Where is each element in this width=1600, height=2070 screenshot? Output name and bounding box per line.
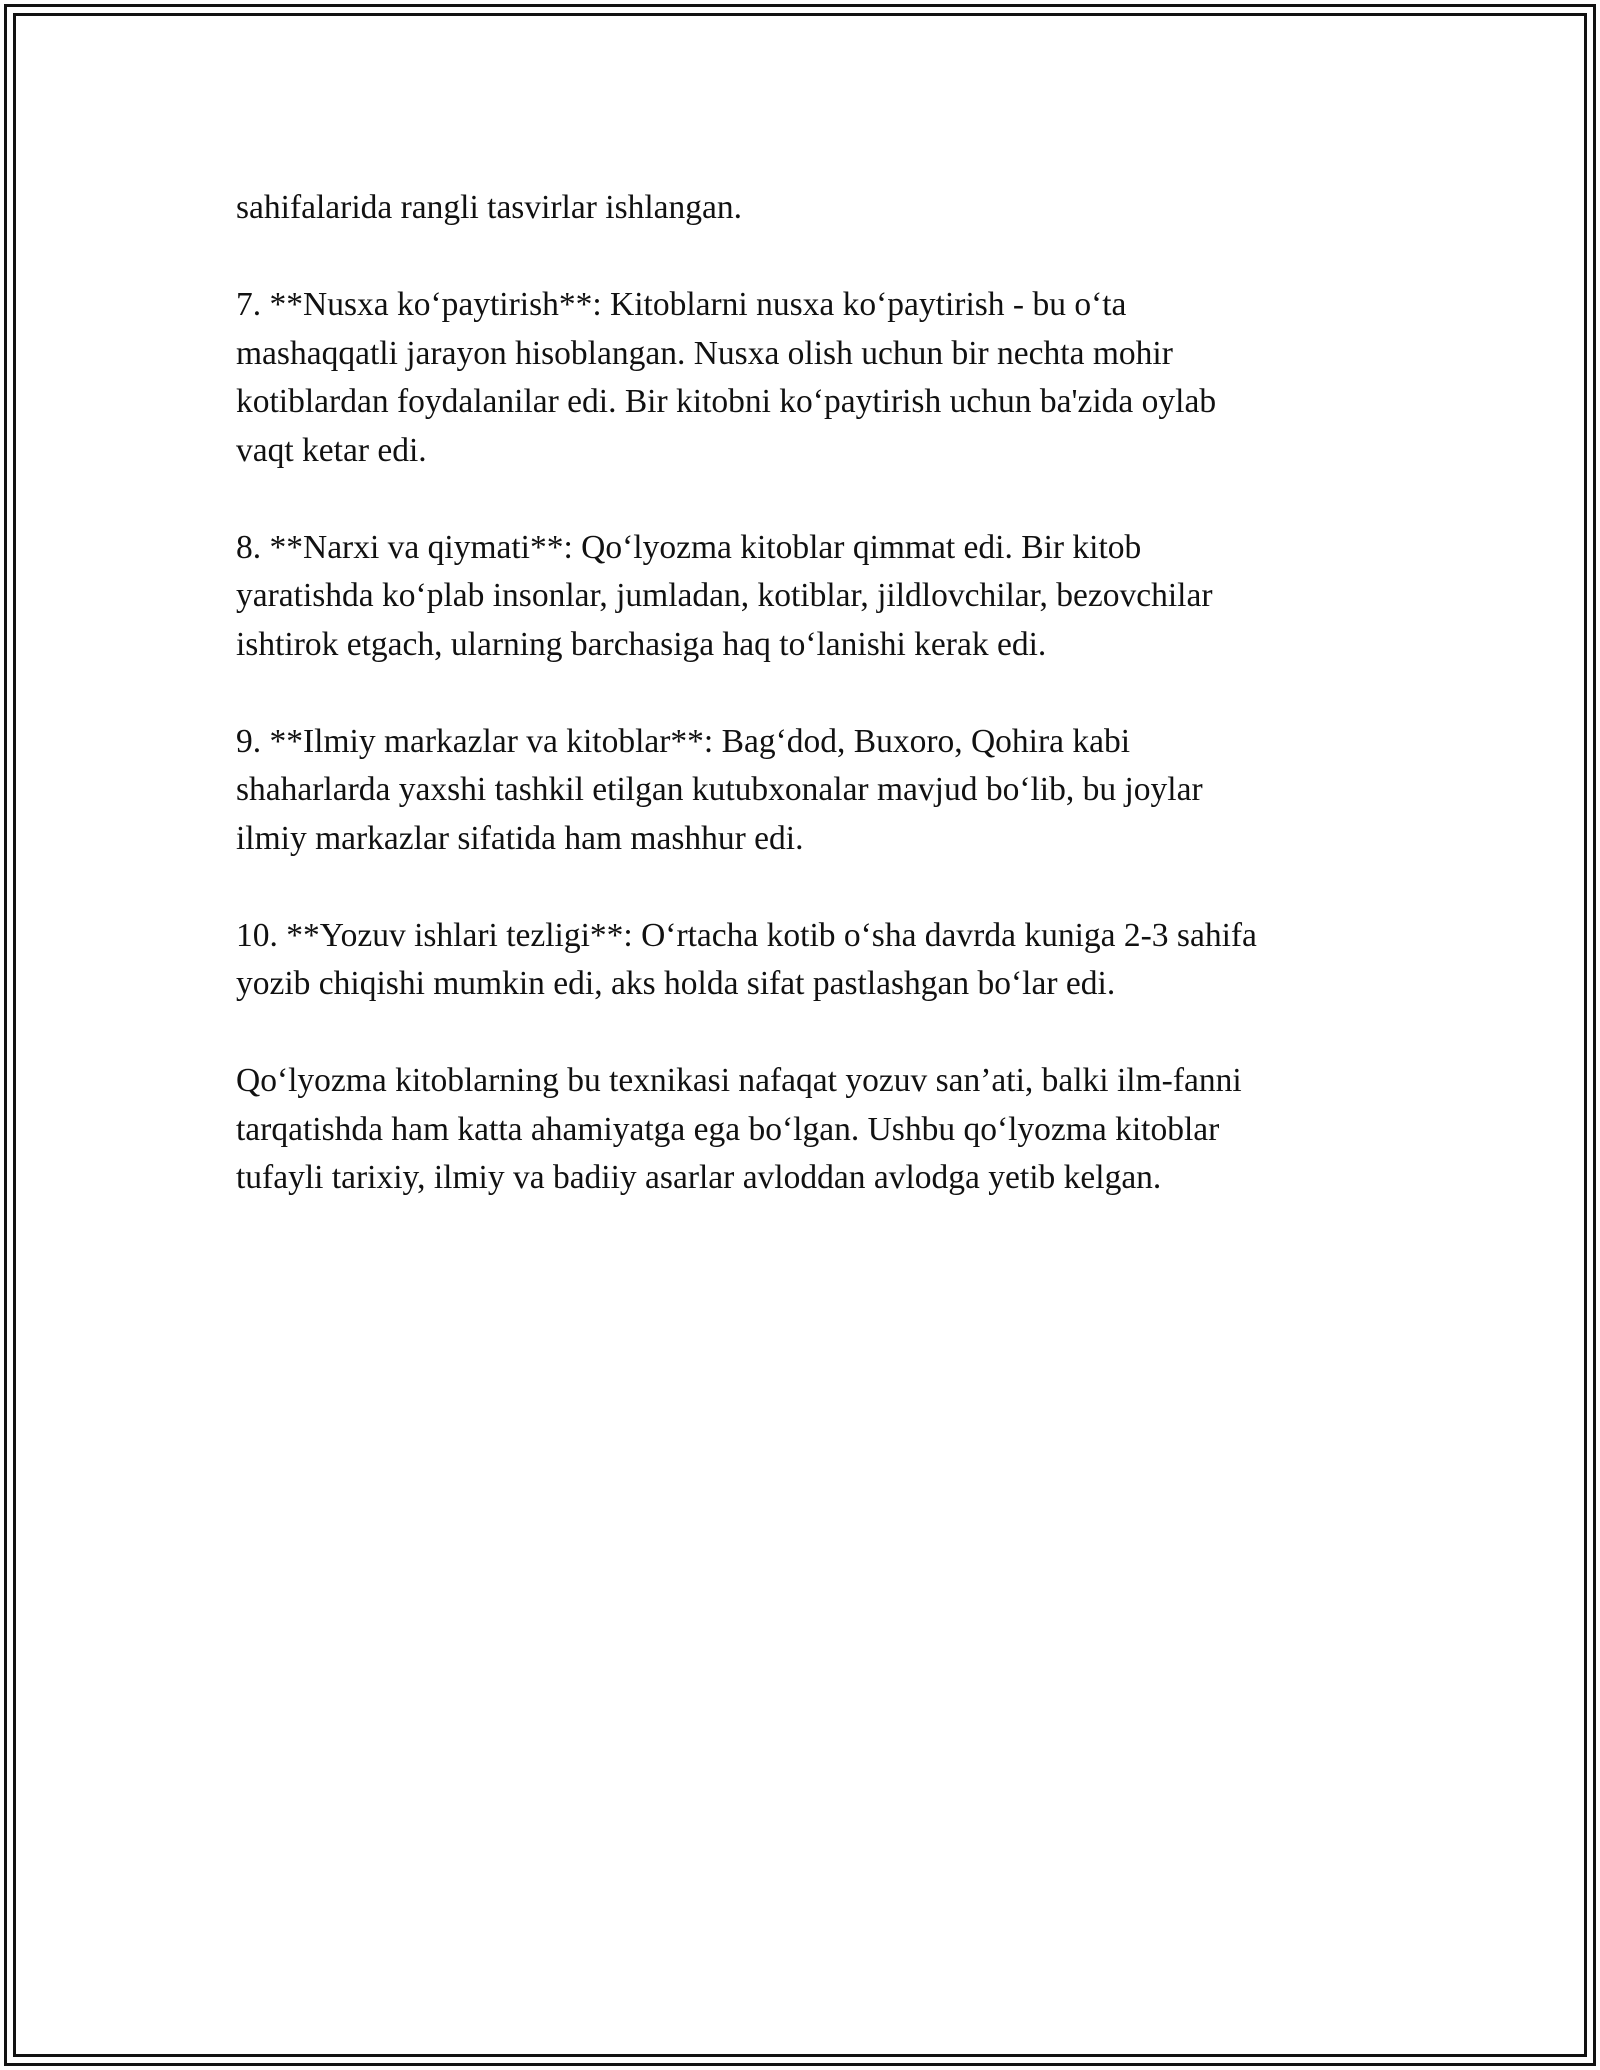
text-line: 10. **Yozuv ishlari tezligi**: O‘rtacha kotib o‘sha davrda kuniga 2-3 sahifa bbox=[236, 916, 1257, 954]
text-line: 7. **Nusxa ko‘paytirish**: Kitoblarni nusxa ko‘paytirish - bu o‘ta bbox=[236, 286, 1127, 323]
text-line: 9. **Ilmiy markazlar va kitoblar**: Bag‘dod, Buxoro, Qohira kabi bbox=[236, 722, 1131, 760]
text-line: yozib chiqishi mumkin edi, aks holda sifat pastlashgan bo‘lar edi. bbox=[236, 965, 1116, 1002]
text-line: tarqatishda ham katta ahamiyatga ega bo‘lgan. Ushbu qo‘lyozma kitoblar bbox=[236, 1110, 1220, 1148]
text-line: shaharlarda yaxshi tashkil etilgan kutubxonalar mavjud bo‘lib, bu joylar bbox=[236, 771, 1203, 808]
text-line: ishtirok etgach, ularning barchasiga haq to‘lanishi kerak edi. bbox=[236, 625, 1047, 663]
conclusion-paragraph bbox=[236, 1057, 1376, 1203]
text-line: vaqt ketar edi. bbox=[236, 431, 427, 469]
text-line: yaratishda ko‘plab insonlar, jumladan, kotiblar, jildlovchilar, bezovchilar bbox=[236, 577, 1213, 614]
text-line: sahifalarida rangli tasvirlar ishlangan. bbox=[236, 189, 743, 226]
paragraph-continuation bbox=[236, 184, 1376, 233]
text-line: kotiblardan foydalanilar edi. Bir kitobni ko‘paytirish uchun ba'zida oylab bbox=[236, 383, 1217, 420]
text-line: ilmiy markazlar sifatida ham mashhur edi. bbox=[236, 819, 804, 857]
list-item-10 bbox=[236, 912, 1376, 1009]
text-line: tufayli tarixiy, ilmiy va badiiy asarlar avloddan avlodga yetib kelgan. bbox=[236, 1159, 1162, 1196]
text-line: Qo‘lyozma kitoblarning bu texnikasi nafaqat yozuv san’ati, balki ilm-fanni bbox=[236, 1062, 1242, 1099]
text-line: mashaqqatli jarayon hisoblangan. Nusxa olish uchun bir nechta mohir bbox=[236, 334, 1173, 372]
list-item-7 bbox=[236, 281, 1376, 475]
document-body bbox=[236, 184, 1376, 1251]
list-item-9 bbox=[236, 718, 1376, 864]
list-item-8 bbox=[236, 524, 1376, 670]
text-line: 8. **Narxi va qiymati**: Qo‘lyozma kitoblar qimmat edi. Bir kitob bbox=[236, 528, 1142, 566]
